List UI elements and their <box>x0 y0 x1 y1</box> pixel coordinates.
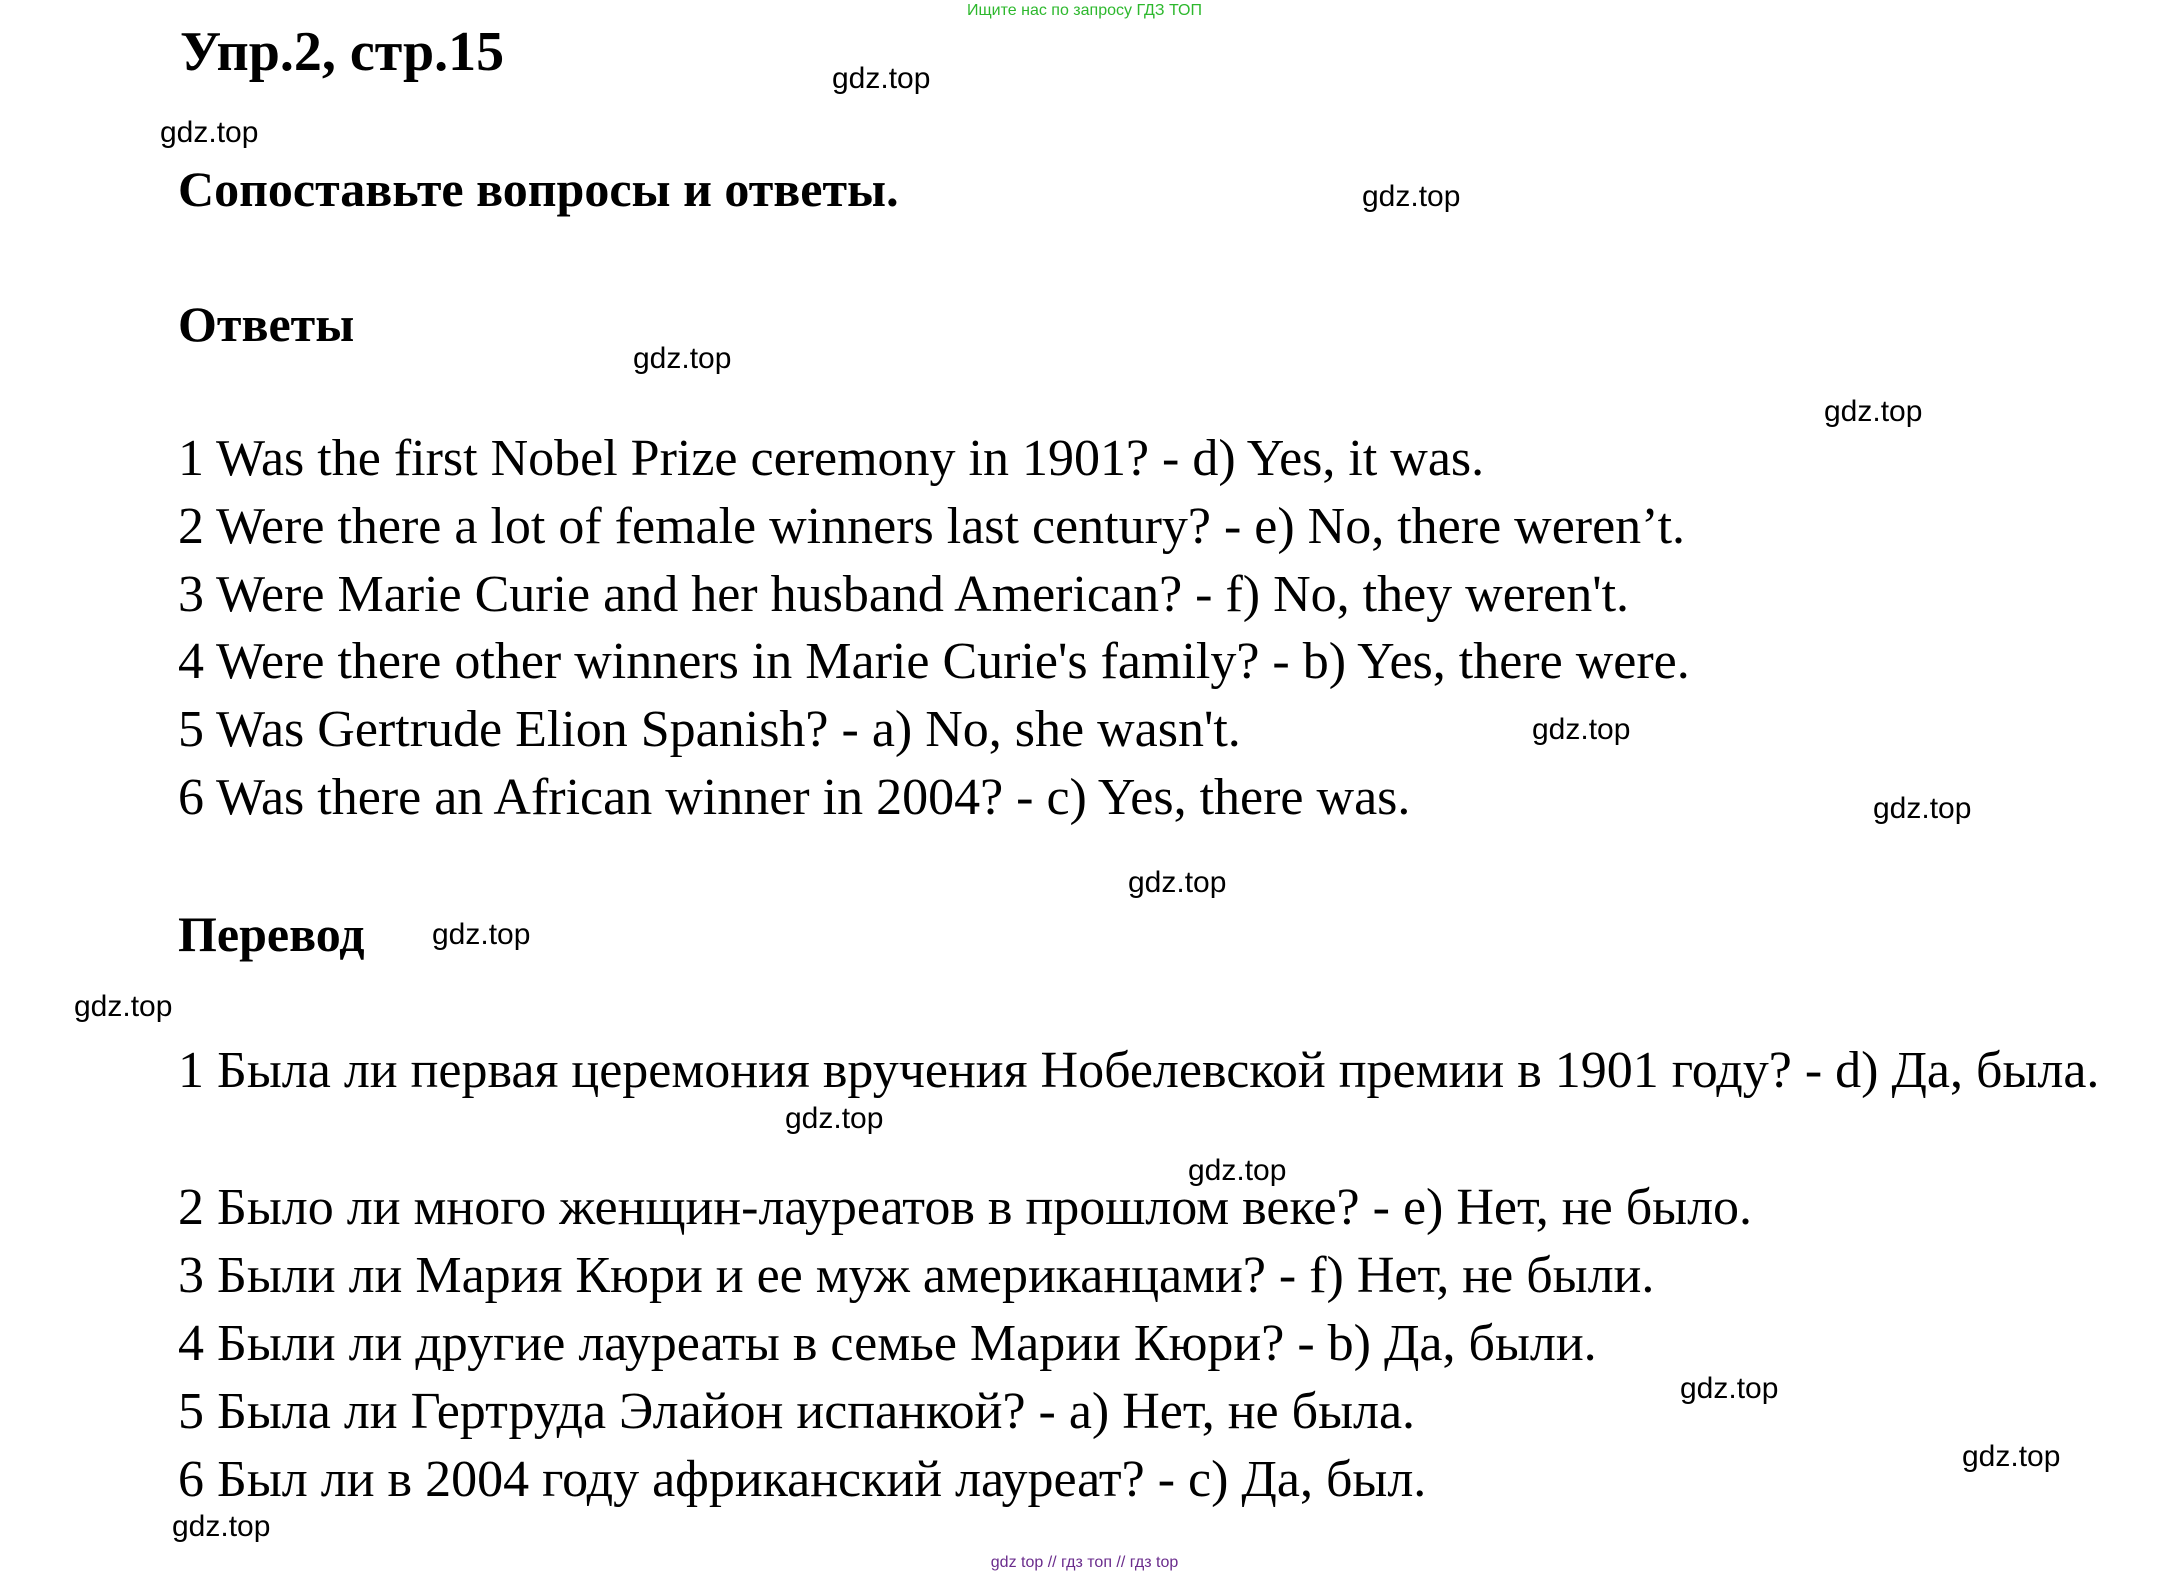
watermark: gdz.top <box>1532 713 1631 746</box>
translation-line-4: 4 Были ли другие лауреаты в семье Марии Кюри? - b) Да, были. <box>178 1315 1597 1372</box>
watermark: gdz.top <box>785 1102 884 1135</box>
watermark: gdz.top <box>172 1510 271 1543</box>
watermark: gdz.top <box>633 342 732 375</box>
watermark: gdz.top <box>160 116 259 149</box>
watermark: gdz.top <box>1188 1154 1287 1187</box>
page-title: Упр.2, стр.15 <box>180 21 505 83</box>
watermark: gdz.top <box>1873 792 1972 825</box>
answer-line-2: 2 Were there a lot of female winners last century? - e) No, there weren’t. <box>178 498 1686 555</box>
footer-watermark: gdz top // гдз топ // гдз top <box>990 1554 1179 1571</box>
answer-line-3: 3 Were Marie Curie and her husband American? - f) No, they weren't. <box>178 566 1630 623</box>
watermark: gdz.top <box>1824 395 1923 428</box>
watermark: gdz.top <box>432 918 531 951</box>
answer-line-6: 6 Was there an African winner in 2004? - c) Yes, there was. <box>178 769 1411 826</box>
translation-line-6: 6 Был ли в 2004 году африканский лауреат? - c) Да, был. <box>178 1451 1427 1508</box>
translation-line-2: 2 Было ли много женщин-лауреатов в прошлом веке? - e) Нет, не было. <box>178 1179 1753 1236</box>
watermark: gdz.top <box>1128 866 1227 899</box>
watermark: gdz.top <box>74 990 173 1023</box>
answer-line-1: 1 Was the first Nobel Prize ceremony in 1901? - d) Yes, it was. <box>178 430 1485 487</box>
watermark: gdz.top <box>1680 1372 1779 1405</box>
top-banner: Ищите нас по запросу ГДЗ ТОП <box>967 2 1202 19</box>
task-heading: Сопоставьте вопросы и ответы. <box>178 161 899 217</box>
answers-heading: Ответы <box>178 296 355 352</box>
watermark: gdz.top <box>1962 1440 2061 1473</box>
translation-line-5: 5 Была ли Гертруда Элайон испанкой? - a) Нет, не была. <box>178 1383 1416 1440</box>
watermark: gdz.top <box>832 62 931 95</box>
translation-heading: Перевод <box>178 906 365 962</box>
translation-line-1: 1 Была ли первая церемония вручения Нобелевской премии в 1901 году? - d) Да, была. <box>178 1042 2100 1099</box>
answer-line-4: 4 Were there other winners in Marie Curie's family? - b) Yes, there were. <box>178 633 1690 690</box>
watermark: gdz.top <box>1362 180 1461 213</box>
translation-line-3: 3 Были ли Мария Кюри и ее муж американцами? - f) Нет, не были. <box>178 1247 1655 1304</box>
answer-line-5: 5 Was Gertrude Elion Spanish? - a) No, she wasn't. <box>178 701 1241 758</box>
